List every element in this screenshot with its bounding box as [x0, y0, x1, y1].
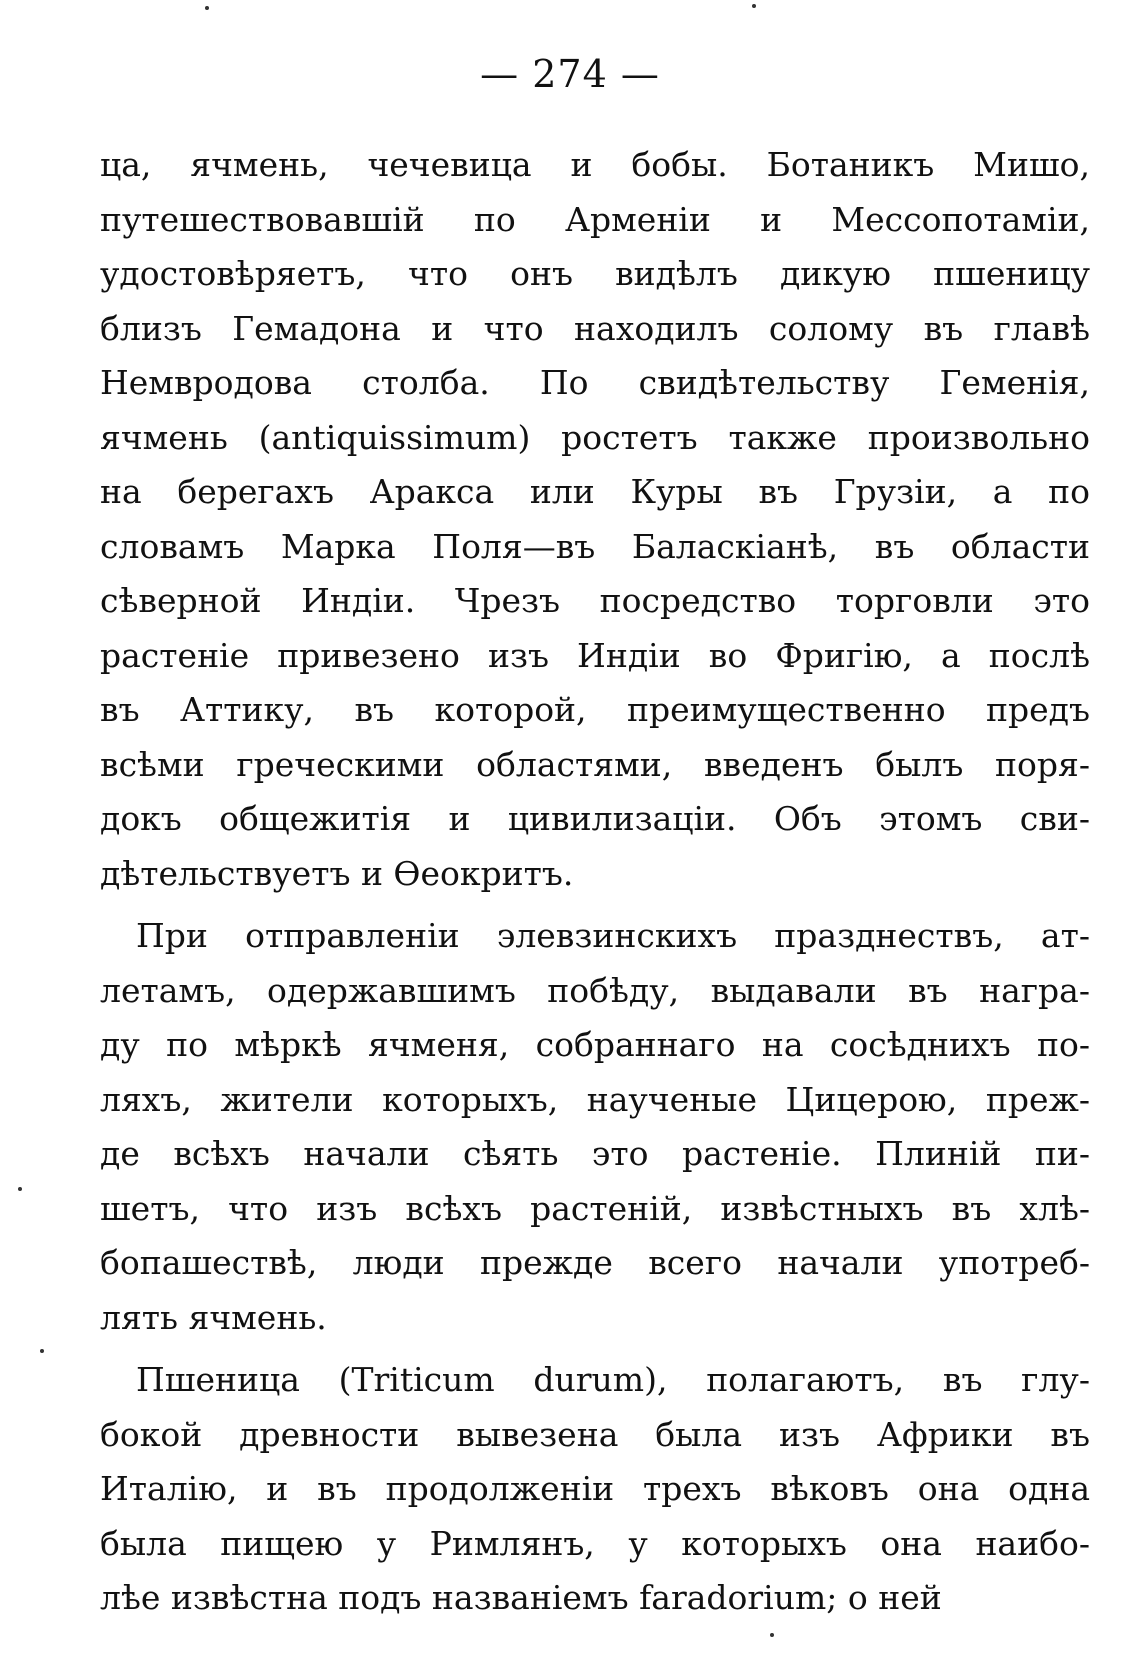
text-line: Пшеница (Triticum durum), полагаютъ, въ глу- — [136, 1360, 1090, 1399]
text-line: Немвродова столба. По свидѣтельству Геменія, — [100, 363, 1090, 402]
text-line: докъ общежитія и цивилизаціи. Объ этомъ сви- — [100, 799, 1090, 838]
scan-speck — [770, 1633, 774, 1637]
text-line: всѣми греческими областями, введенъ былъ поря- — [100, 744, 1090, 784]
text-line: сѣверной Индіи. Чрезъ посредство торговли это — [100, 581, 1090, 620]
text-line: летамъ, одержавшимъ побѣду, выдавали въ награ- — [100, 970, 1090, 1010]
text-line: въ Аттику, въ которой, преимущественно предъ — [100, 690, 1090, 729]
paragraph-gap — [100, 1345, 1090, 1353]
text-line: ца, ячмень, чечевица и бобы. Ботаникъ Мишо, — [100, 145, 1090, 184]
text-line: была пищею у Римлянъ, у которыхъ она наибо- — [100, 1523, 1090, 1563]
text-line: словамъ Марка Поля—въ Баласкіанѣ, въ области — [100, 526, 1090, 566]
text-line: де всѣхъ начали сѣять это растеніе. Плиній пи- — [100, 1134, 1090, 1173]
text-line: ячмень (antiquissimum) ростетъ также произвольно — [100, 417, 1090, 457]
text-line: Италію, и въ продолженіи трехъ вѣковъ она одна — [100, 1469, 1090, 1508]
text-line: на берегахъ Аракса или Куры въ Грузіи, а по — [100, 472, 1090, 511]
scan-speck — [752, 4, 756, 8]
scan-speck — [205, 6, 209, 10]
page-number: — 274 — — [480, 52, 660, 96]
scan-speck — [18, 1187, 22, 1191]
text-line: дѣтельствуетъ и Ѳеокритъ. — [100, 853, 574, 893]
text-line: лять ячмень. — [100, 1297, 327, 1337]
text-line: При отправленіи элевзинскихъ празднествъ, ат- — [136, 916, 1090, 955]
text-line: бопашествѣ, люди прежде всего начали употреб- — [100, 1243, 1090, 1282]
text-body — [100, 138, 1090, 1626]
text-line: бокой древности вывезена была изъ Африки въ — [100, 1414, 1090, 1454]
paragraph-1 — [100, 138, 1090, 901]
text-line: шетъ, что изъ всѣхъ растеній, извѣстныхъ въ хлѣ- — [100, 1188, 1090, 1228]
scan-speck — [40, 1349, 44, 1353]
paragraph-3 — [100, 1353, 1090, 1626]
text-line: лѣе извѣстна подъ названіемъ faradorium; о ней — [100, 1578, 942, 1617]
text-line: путешествовавшій по Арменіи и Мессопотаміи, — [100, 199, 1090, 239]
paragraph-gap — [100, 901, 1090, 909]
text-line: близъ Гемадона и что находилъ солому въ главѣ — [100, 308, 1090, 348]
text-line: удостовѣряетъ, что онъ видѣлъ дикую пшеницу — [100, 254, 1090, 293]
paragraph-2 — [100, 909, 1090, 1345]
text-line: ляхъ, жители которыхъ, наученые Цицерою, преж- — [100, 1079, 1090, 1119]
text-line: ду по мѣркѣ ячменя, собраннаго на сосѣднихъ по- — [100, 1025, 1090, 1064]
text-line: растеніе привезено изъ Индіи во Фригію, а послѣ — [100, 635, 1090, 675]
